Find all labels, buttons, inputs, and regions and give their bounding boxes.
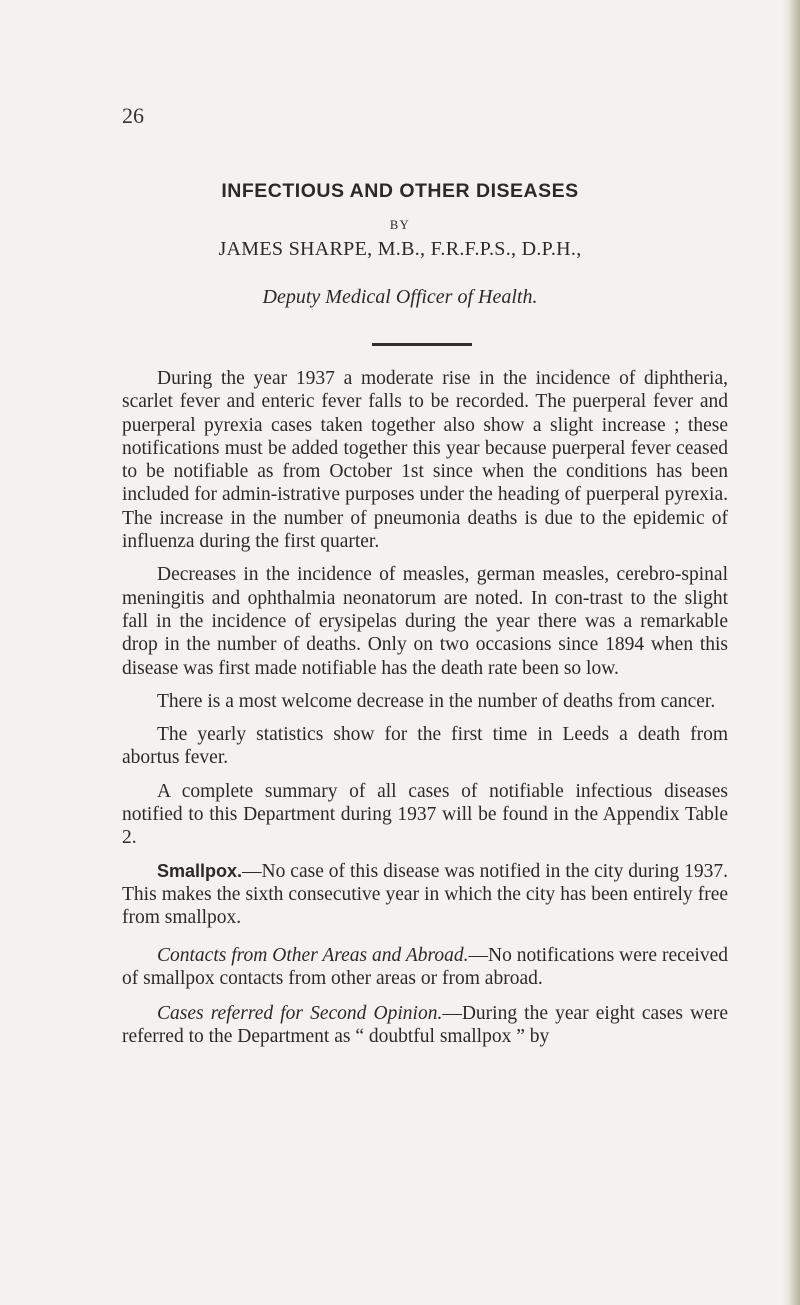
paragraph-smallpox — [122, 860, 728, 930]
byline-label: BY — [389, 218, 411, 232]
section-title: INFECTIOUS AND OTHER DISEASES — [221, 180, 579, 202]
paragraph-lead-heading: Cases referred for Second Opinion. — [157, 1003, 443, 1025]
paragraph: There is a most welcome decrease in the number of deaths from cancer. — [157, 690, 716, 712]
page-number: 26 — [122, 103, 144, 128]
paragraph-body: —No notifications were received of smallpox contacts from other areas or from abroad. — [122, 944, 729, 989]
paragraph: During the year 1937 a moderate rise in the incidence of diphtheria, scarlet fever and enteric fever falls to be recorded. The puerperal fever and puerperal pyrexia cases taken together also show a slight increase ; these notifications must be added together this year because puerperal fever ceased to be notifiable as from October 1st since when the conditions has been included for admin-istrative purposes under the heading of puerperal pyrexia. The increase in the number of pneumonia deaths is due to the epidemic of influenza during the first quarter. — [122, 368, 728, 553]
author-name: JAMES SHARPE, M.B., F.R.F.P.S., D.P.H., — [218, 238, 582, 260]
divider-rule — [372, 343, 472, 346]
paragraph-lead-heading: Smallpox. — [157, 860, 243, 881]
author-role: Deputy Medical Officer of Health. — [262, 286, 538, 308]
paragraph: The yearly statistics show for the first time in Leeds a death from abortus fever. — [122, 724, 728, 769]
body-text — [122, 367, 728, 1059]
paragraph-second-opinion — [122, 1002, 728, 1049]
paragraph: A complete summary of all cases of notifiable infectious diseases notified to this Department during 1937 will be found in the Appendix Table 2. — [122, 780, 728, 849]
paragraph: Decreases in the incidence of measles, german measles, cerebro-spinal meningitis and ophthalmia neonatorum are noted. In con-trast to the slight fall in the incidence of erysipelas during the year there was a remarkable drop in the number of deaths. Only on two occasions since 1894 when this disease was first made notifiable has the death rate been so low. — [122, 564, 728, 679]
paragraph-contacts — [122, 944, 728, 991]
paragraph-body: —No case of this disease was notified in the city during 1937. This makes the sixth consecutive year in which the city has been entirely free from smallpox. — [122, 860, 728, 929]
paragraph-body: —During the year eight cases were referred to the Department as “ doubtful smallpox ” by — [122, 1003, 728, 1048]
paragraph-lead-heading: Contacts from Other Areas and Abroad. — [157, 944, 469, 966]
